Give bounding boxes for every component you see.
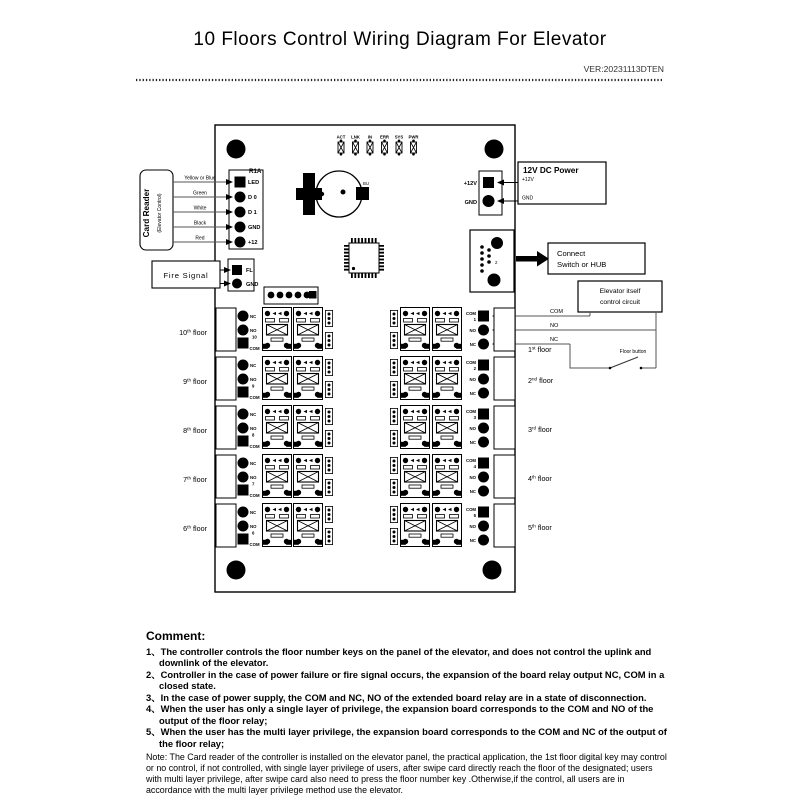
comment-item: 1、The controller controls the floor number keys on the panel of the elevator, and does not control the uplink and downlink of the elevator. (146, 646, 652, 669)
reader-pin-label: +12 (248, 240, 258, 246)
reader-terminal-block (229, 168, 263, 249)
sip-connector (390, 359, 397, 375)
reader-pin-label: GND (248, 225, 261, 231)
pin-no-number: 6 (252, 530, 255, 536)
fire-pin-gnd: GND (246, 282, 259, 288)
fire-signal (152, 259, 258, 291)
sip-connector (390, 430, 397, 446)
pin-no: NO (469, 524, 476, 529)
mounting-hole (227, 140, 246, 159)
relay (263, 406, 292, 449)
pin-nc: NC (250, 412, 257, 417)
relay (433, 455, 462, 498)
floor-terminal-right (494, 504, 515, 547)
status-led-label: ERR (379, 134, 390, 140)
pin-nc: NC (469, 538, 476, 543)
floor-button-switch (610, 357, 638, 368)
buzzer-label: BU (363, 181, 369, 186)
elevator-box-line1: Elevator itself (599, 288, 641, 295)
network-pin-label: 2 (495, 260, 498, 265)
power-pin-12v: +12V (463, 181, 477, 187)
sip-connector (390, 528, 397, 544)
sip-connector (325, 528, 332, 544)
pin-no: NO (469, 475, 476, 480)
comment-item: 3、In the case of power supply, the COM and NC, NO of the extended board relay are in a state of disconnection. (146, 691, 647, 703)
pin-com: COM (465, 311, 476, 316)
pin-no: NO (250, 377, 257, 382)
relay (294, 357, 323, 400)
pin-com-number: 2 (473, 366, 476, 371)
hub-box-line1: Connect (557, 249, 586, 258)
hub-box (548, 243, 645, 274)
pin-com: COM (249, 444, 260, 449)
relay (433, 357, 462, 400)
comment-section (146, 629, 667, 796)
pin-com: COM (465, 360, 476, 365)
wire-label-no: NO (550, 323, 559, 329)
relay (401, 357, 430, 400)
relay (401, 504, 430, 547)
mounting-hole (485, 140, 504, 159)
floor-terminal-left (216, 308, 236, 351)
pin-no-number: 8 (252, 432, 255, 438)
mcu-chip (347, 241, 382, 276)
sip-connector (325, 381, 332, 397)
pin-com-number: 1 (473, 317, 476, 322)
floor-label: 3rd floor (528, 425, 553, 434)
pin-com: COM (249, 395, 260, 400)
version-label: VER:20231113DTEN (583, 64, 664, 74)
pin-no: NO (250, 475, 257, 480)
floor-label: 9th floor (183, 377, 207, 386)
pin-no: NO (469, 328, 476, 333)
relay (401, 406, 430, 449)
pin-no-number: 10 (252, 334, 257, 340)
reader-wire-label: Red (195, 235, 205, 242)
pin-nc: NC (469, 440, 476, 445)
floor-terminal-right (494, 455, 515, 498)
elevator-circuit-box (578, 281, 662, 312)
pin-nc: NC (250, 510, 257, 515)
power-pin-gnd: GND (464, 200, 477, 206)
relay (401, 455, 430, 498)
comment-item: 4、When the user has only a single layer of privilege, the expansion board corresponds to the COM and NO of the output of the floor relay; (146, 703, 654, 726)
sip-connector (390, 506, 397, 522)
relay (433, 308, 462, 351)
sip-connector (390, 408, 397, 424)
pin-nc: NC (469, 342, 476, 347)
reader-pin-label: D 0 (248, 195, 257, 201)
relay (263, 308, 292, 351)
pin-no: NO (250, 524, 257, 529)
relay (263, 455, 292, 498)
pin-com: COM (249, 346, 260, 351)
pin-nc: NC (250, 461, 257, 466)
sip-connector (390, 310, 397, 326)
elevator-circuit (492, 281, 662, 369)
fire-pin-fl: FL (246, 268, 253, 274)
relay (294, 308, 323, 351)
pin-com-number: 4 (473, 464, 476, 469)
card-reader-title: Card Reader (142, 188, 151, 238)
status-led-label: SYS (394, 134, 404, 140)
floor-label: 8th floor (183, 426, 207, 435)
wire-label-nc: NC (550, 337, 559, 343)
status-led-label: LNK (351, 134, 360, 140)
mounting-hole (483, 561, 502, 580)
relay (294, 406, 323, 449)
floor-terminal-left (216, 455, 236, 498)
sip-connector (390, 457, 397, 473)
status-led-label: ACT (336, 134, 346, 140)
floor-label: 4th floor (528, 474, 552, 483)
sip-connector (390, 381, 397, 397)
pin-no: NO (469, 426, 476, 431)
floor-terminal-right (494, 406, 515, 449)
comment-note: Note: The Card reader of the controller is installed on the elevator panel, the practical application, the 1st floor digital key may control or no control, if not controlled, with single layer privilege of users, after swipe card directly reach the floor of the designated; users with multi layer privilege, after swipe card also need to press the floor number key .Otherwise,if the control, all users are in accordance with the multi layer privilege method use the elevator. (146, 752, 667, 796)
pin-no: NO (250, 426, 257, 431)
page-title: 10 Floors Control Wiring Diagram For Elevator (193, 29, 607, 50)
sip-connector (325, 359, 332, 375)
sip-connector (390, 332, 397, 348)
pin-nc: NC (469, 489, 476, 494)
pin-nc: NC (469, 391, 476, 396)
power-box-pin-12v: +12V (522, 177, 534, 183)
reader-wire-label: Green (193, 190, 207, 197)
floor-terminal-left (216, 504, 236, 547)
pin-nc: NC (250, 363, 257, 368)
elevator-box-line2: control circuit (599, 299, 641, 306)
sip-connector (390, 479, 397, 495)
reader-wire-label: Yellow or Blue (184, 175, 216, 182)
pin-no: NO (250, 328, 257, 333)
relay (401, 308, 430, 351)
pin-com: COM (465, 458, 476, 463)
relay (294, 504, 323, 547)
comment-item: 2、Controller in the case of power failure or fire signal occurs, the expansion of the board relay output NC, COM in a closed state. (146, 668, 665, 692)
sip-connector (325, 506, 332, 522)
reader-pin-label: LED (248, 180, 260, 186)
comment-heading: Comment: (146, 629, 206, 643)
pin-com: COM (465, 409, 476, 414)
sip-connector (325, 430, 332, 446)
reader-wire-label: White (193, 205, 207, 212)
mounting-hole (227, 561, 246, 580)
pin-com: COM (465, 507, 476, 512)
relay (263, 357, 292, 400)
comment-item: 5、When the user has the multi layer privilege, the expansion board corresponds to the COM and NC of the output of the floor relay; (146, 726, 667, 749)
reader-pin-label: D 1 (248, 210, 257, 216)
relay (263, 504, 292, 547)
floor-label: 1st floor (528, 345, 552, 354)
hub-box-line2: Switch or HUB (557, 260, 607, 269)
pin-no: NO (469, 377, 476, 382)
floor-label: 5th floor (528, 523, 552, 532)
pin-com-number: 5 (473, 513, 476, 518)
floor-terminal-left (216, 357, 236, 400)
relay (433, 504, 462, 547)
sip-connector (325, 332, 332, 348)
reader-wire-label: Black (193, 220, 207, 227)
sip-connector (325, 457, 332, 473)
wire-label-com: COM (550, 309, 564, 315)
relay (294, 455, 323, 498)
reader-terminal-name: R1A (249, 168, 262, 175)
power-box-title: 12V DC Power (523, 166, 579, 175)
floor-label: 2nd floor (528, 376, 554, 385)
pin-com-number: 3 (473, 415, 476, 420)
pin-no-number: 9 (252, 383, 255, 389)
sip-connector (325, 310, 332, 326)
floor-button-label: Floor button (619, 349, 647, 355)
power-box-pin-gnd: GND (522, 195, 534, 202)
relay (433, 406, 462, 449)
floor-terminal-left (216, 406, 236, 449)
pin-com: COM (249, 542, 260, 547)
pin-nc: NC (250, 314, 257, 319)
fire-signal-label: Fire Signal (163, 271, 209, 280)
status-led-label: PWR (408, 134, 419, 140)
sip-connector (325, 479, 332, 495)
floor-label: 6th floor (183, 524, 207, 533)
pin-no-number: 7 (252, 481, 255, 487)
sip-connector (325, 408, 332, 424)
pin-com: COM (249, 493, 260, 498)
floor-terminal-right (494, 308, 515, 351)
floor-terminal-right (494, 357, 515, 400)
floor-label: 10th floor (179, 328, 207, 337)
card-reader-box (140, 170, 173, 250)
floor-label: 7th floor (183, 475, 207, 484)
status-led-label: IN (367, 134, 373, 140)
card-reader-subtitle: (Elevator Control) (157, 193, 163, 233)
